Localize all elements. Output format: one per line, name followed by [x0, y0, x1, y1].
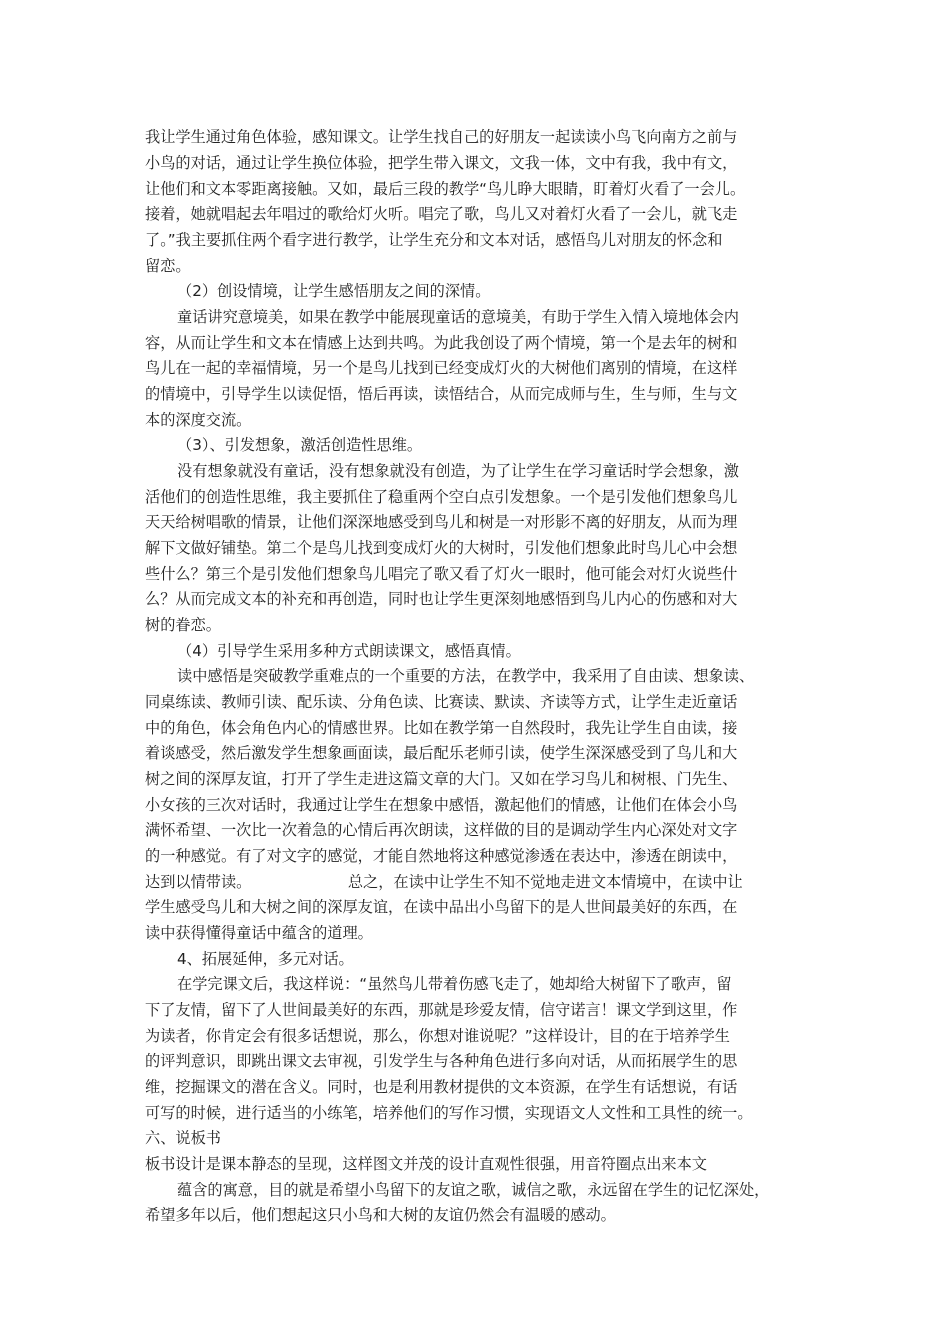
paragraph-first-line: 没有想象就没有童话，没有想象就没有创造，为了让学生在学习童话时学会想象，激 [177, 462, 739, 480]
section-heading: 板书设计是课本静态的呈现，这样图文并茂的设计直观性很强，用音符圈点出来本文 [145, 1155, 707, 1173]
paragraph-first-line: 在学完课文后，我这样说：“虽然鸟儿带着伤感飞走了，她却给大树留下了歌声，留 [177, 975, 732, 993]
text-line: 为读者，你肯定会有很多话想说，那么，你想对谁说呢？”这样设计，目的在于培养学生 [145, 1027, 730, 1045]
section-heading: （4）引导学生采用多种方式朗读课文，感悟真情。 [177, 642, 521, 660]
text-line: 小鸟的对话，通过让学生换位体验，把学生带入课文，文我一体，文中有我，我中有文， [145, 154, 738, 172]
text-line: 让他们和文本零距离接触。又如，最后三段的教学“鸟儿睁大眼睛，盯着灯火看了一会儿。 [145, 180, 746, 198]
text-line: 维，挖掘课文的潜在含义。同时，也是利用教材提供的文本资源，在学生有话想说，有话 [145, 1078, 738, 1096]
text-line: 鸟儿在一起的幸福情境，另一个是鸟儿找到已经变成灯火的大树他们离别的情境，在这样 [145, 359, 738, 377]
text-line: 满怀希望、一次比一次着急的心情后再次朗读，这样做的目的是调动学生内心深处对文字 [145, 821, 738, 839]
text-line: 树之间的深厚友谊，打开了学生走进这篇文章的大门。又如在学习鸟儿和树根、门先生、 [145, 770, 738, 788]
text-line: 希望多年以后，他们想起这只小鸟和大树的友谊仍然会有温暖的感动。 [145, 1206, 616, 1224]
section-heading: （3）、引发想象，激活创造性思维。 [177, 436, 423, 454]
text-line: 接着，她就唱起去年唱过的歌给灯火听。唱完了歌，鸟儿又对着灯火看了一会儿，就飞走 [145, 205, 738, 223]
text-line: 本的深度交流。 [145, 411, 252, 429]
section-heading: （2）创设情境，让学生感悟朋友之间的深情。 [177, 282, 491, 300]
text-line: 留恋。 [145, 257, 191, 275]
text-line: 可写的时候，进行适当的小练笔，培养他们的写作习惯，实现语文人文性和工具性的统一。 [145, 1104, 753, 1122]
text-line: 中的角色，体会角色内心的情感世界。比如在教学第一自然段时，我先让学生自由读，接 [145, 719, 738, 737]
text-line: 的情境中，引导学生以读促悟，悟后再读，读悟结合，从而完成师与生，生与师，生与文 [145, 385, 738, 403]
text-line: 树的眷恋。 [145, 616, 221, 634]
text-line: 着谈感受，然后激发学生想象画面读，最后配乐老师引读，使学生深深感受到了鸟儿和大 [145, 744, 738, 762]
text-line: 同桌练读、教师引读、配乐读、分角色读、比赛读、默读、齐读等方式，让学生走近童话 [145, 693, 738, 711]
paragraph-first-line: 蕴含的寓意，目的就是希望小鸟留下的友谊之歌，诚信之歌，永远留在学生的记忆深处， [177, 1181, 770, 1199]
text-line: 活他们的创造性思维，我主要抓住了稳重两个空白点引发想象。一个是引发他们想象鸟儿 [145, 488, 738, 506]
text-line: 六、说板书 [145, 1129, 221, 1147]
text-line: 我让学生通过角色体验，感知课文。让学生找自己的好朋友一起读读小鸟飞向南方之前与 [145, 128, 738, 146]
text-line: 达到以情带读。 总之，在读中让学生不知不觉地走进文本情境中，在读中让 [145, 873, 743, 891]
section-heading: 4、拓展延伸，多元对话。 [177, 950, 354, 968]
text-line: 下了友情，留下了人世间最美好的东西，那就是珍爱友情，信守诺言！课文学到这里，作 [145, 1001, 738, 1019]
text-line: 小女孩的三次对话时，我通过让学生在想象中感悟，激起他们的情感，让他们在体会小鸟 [145, 796, 738, 814]
text-line: 学生感受鸟儿和大树之间的深厚友谊，在读中品出小鸟留下的是人世间最美好的东西，在 [145, 898, 738, 916]
paragraph-first-line: 童话讲究意境美，如果在教学中能展现童话的意境美，有助于学生入情入境地体会内 [177, 308, 739, 326]
text-line: 么？从而完成文本的补充和再创造，同时也让学生更深刻地感悟到鸟儿内心的伤感和对大 [145, 590, 738, 608]
text-line: 容，从而让学生和文本在情感上达到共鸣。为此我创设了两个情境，第一个是去年的树和 [145, 334, 738, 352]
text-line: 的一种感觉。有了对文字的感觉，才能自然地将这种感觉渗透在表达中，渗透在朗读中， [145, 847, 738, 865]
text-line: 了。”我主要抓住两个看字进行教学，让学生充分和文本对话，感悟鸟儿对朋友的怀念和 [145, 231, 723, 249]
text-line: 天天给树唱歌的情景，让他们深深地感受到鸟儿和树是一对形影不离的好朋友，从而为理 [145, 513, 738, 531]
paragraph-first-line: 读中感悟是突破教学重难点的一个重要的方法，在教学中，我采用了自由读、想象读、 [177, 667, 755, 685]
text-line: 的评判意识，即跳出课文去审视，引发学生与各种角色进行多向对话，从而拓展学生的思 [145, 1052, 738, 1070]
text-line: 解下文做好铺垫。第二个是鸟儿找到变成灯火的大树时，引发他们想象此时鸟儿心中会想 [145, 539, 738, 557]
text-line: 些什么？第三个是引发他们想象鸟儿唱完了歌又看了灯火一眼时，他可能会对灯火说些什 [145, 565, 738, 583]
text-line: 读中获得懂得童话中蕴含的道理。 [145, 924, 373, 942]
